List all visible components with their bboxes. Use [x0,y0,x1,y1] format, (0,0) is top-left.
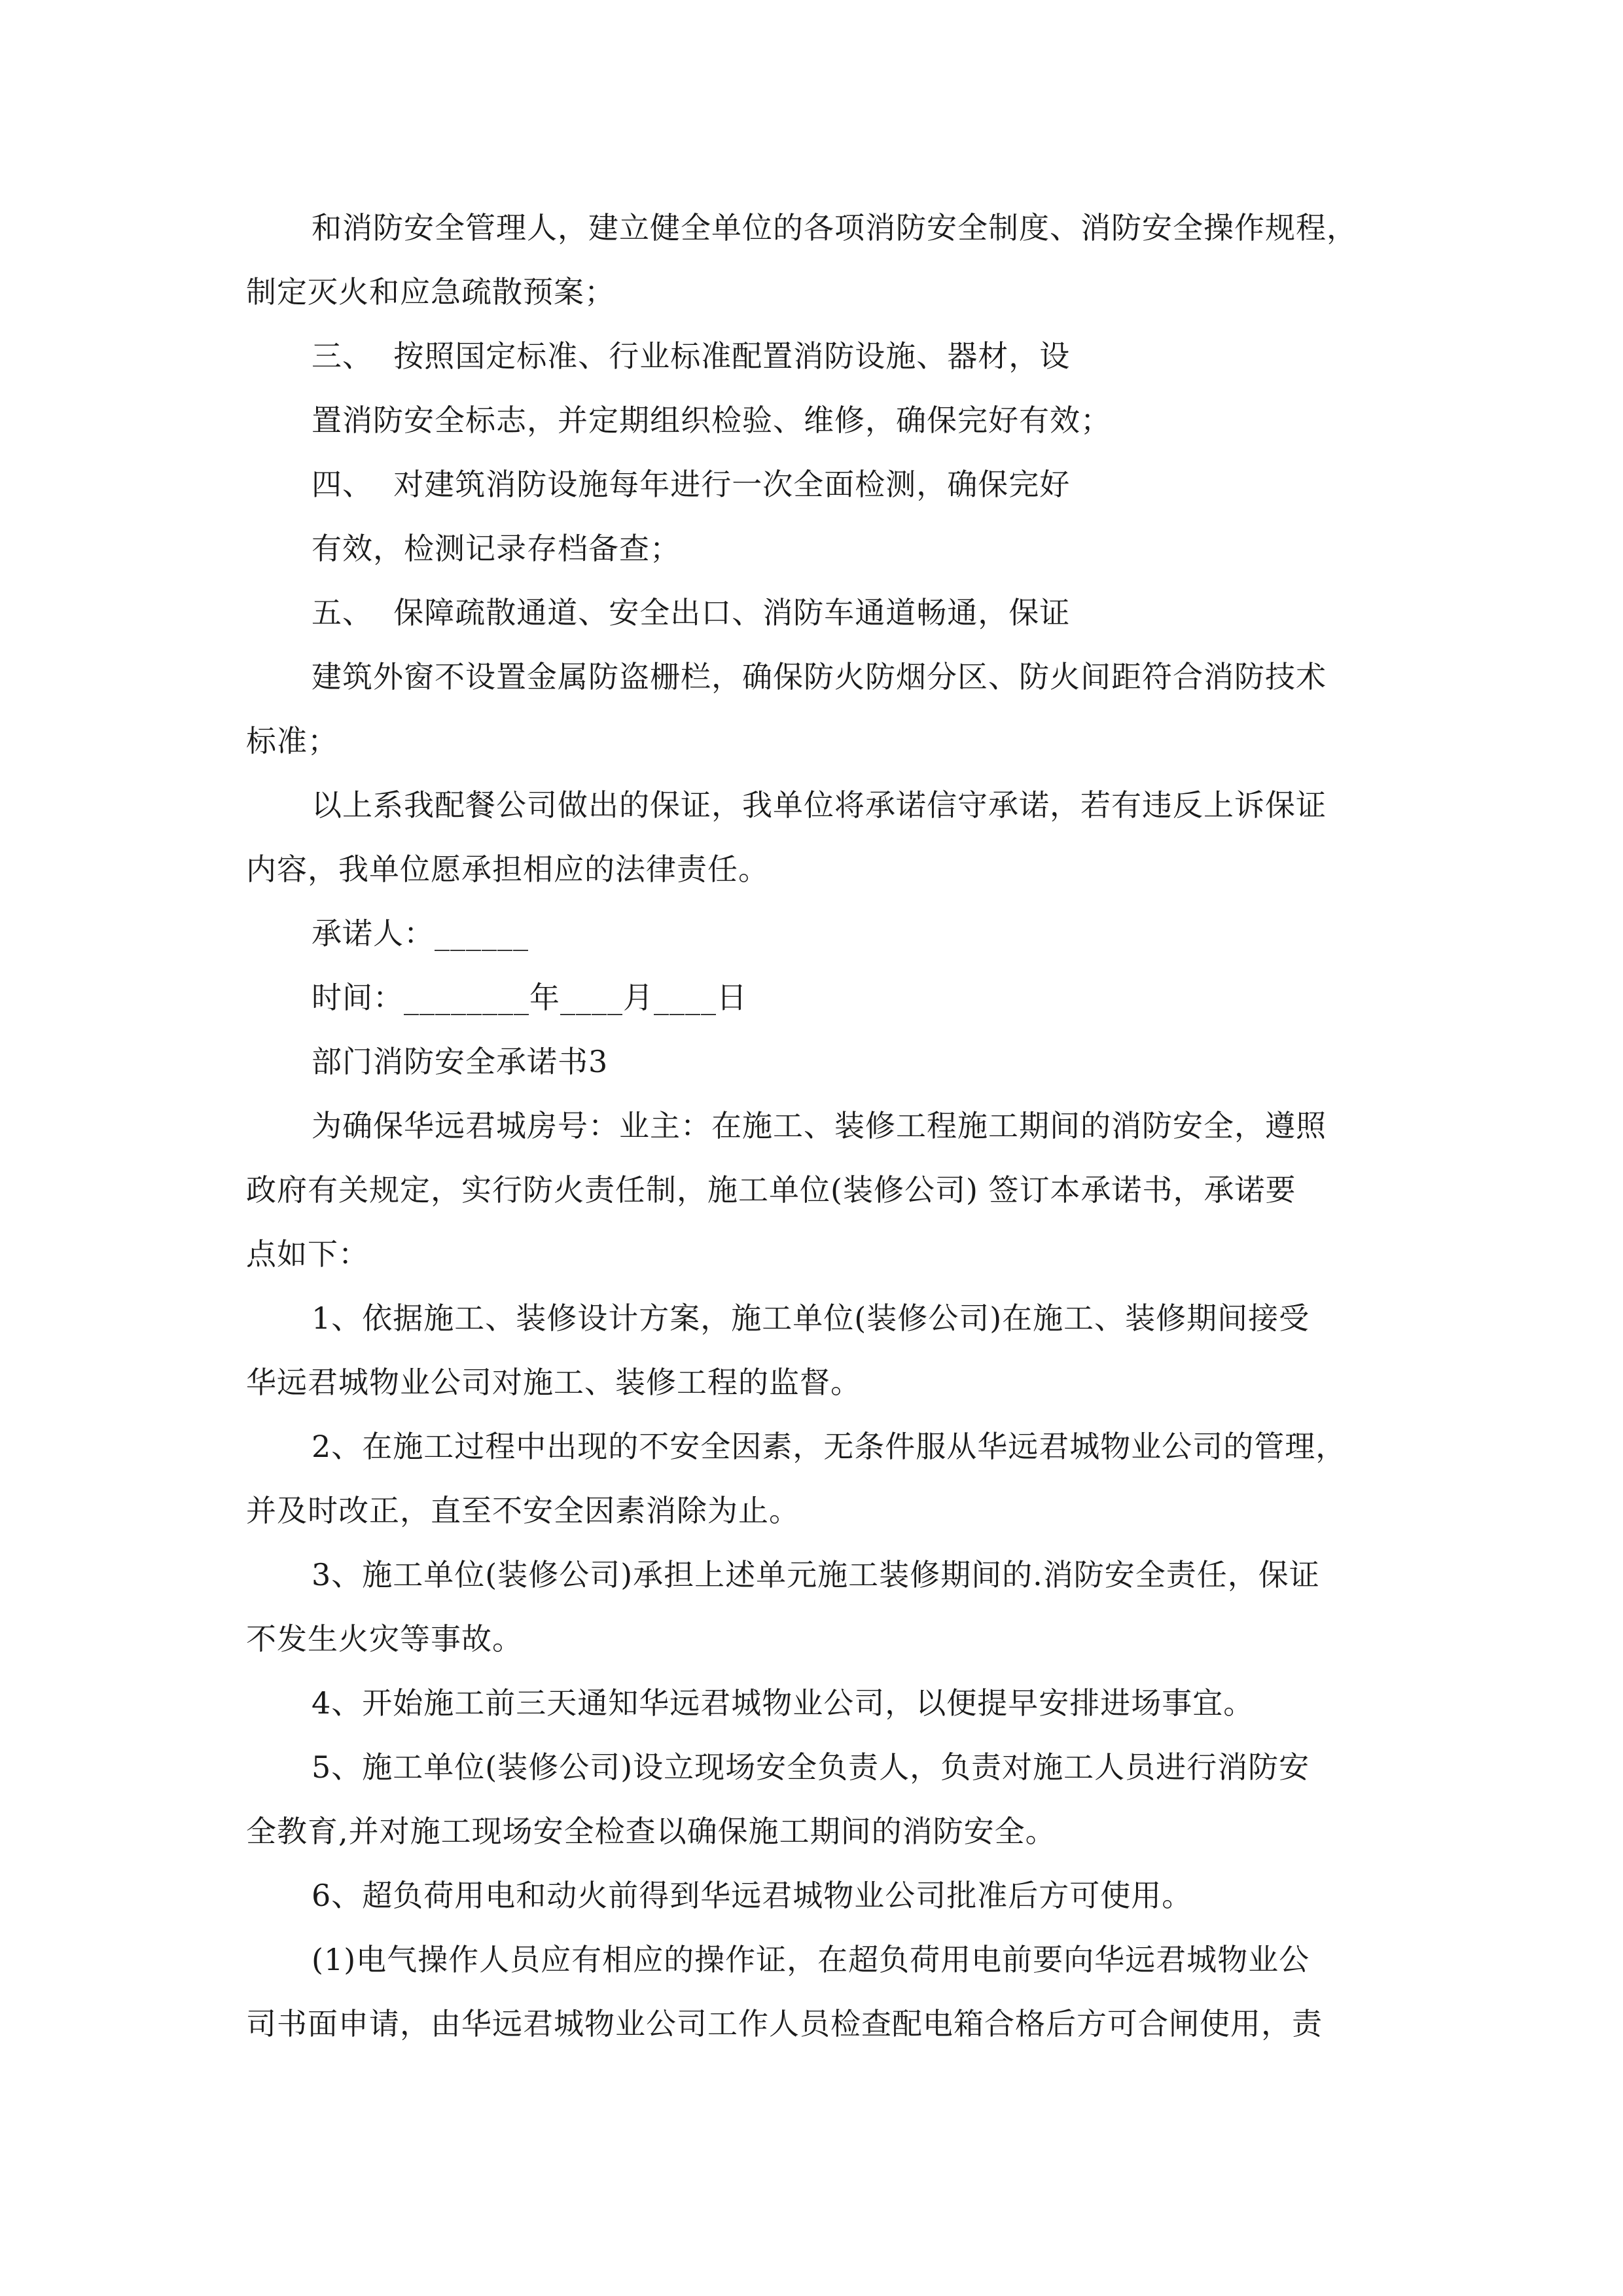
text-line: 2、在施工过程中出现的不安全因素，无条件服从华远君城物业公司的管理， [312,1429,1347,1464]
text-line: 3、施工单位(装修公司)承担上述单元施工装修期间的.消防安全责任，保证 [312,1557,1320,1592]
section-heading: 部门消防安全承诺书3 [312,1044,609,1079]
text-line: 全教育,并对施工现场安全检查以确保施工期间的消防安全。 [246,1814,1056,1849]
text-line: 不发生火灾等事故。 [246,1621,523,1657]
text-line: 4、开始施工前三天通知华远君城物业公司，以便提早安排进场事宜。 [312,1685,1255,1721]
text-line: 6、超负荷用电和动火前得到华远君城物业公司批准后方可使用。 [312,1878,1193,1913]
text-line: 华远君城物业公司对施工、装修工程的监督。 [246,1365,861,1400]
text-line: 5、施工单位(装修公司)设立现场安全负责人，负责对施工人员进行消防安 [312,1749,1310,1785]
text-line: 三、 按照国定标准、行业标准配置消防设施、器材，设 [312,338,1071,374]
text-line: 置消防安全标志，并定期组织检验、维修，确保完好有效； [312,403,1111,438]
text-line: (1)电气操作人员应有相应的操作证，在超负荷用电前要向华远君城物业公 [312,1942,1310,1977]
text-line: 政府有关规定，实行防火责任制，施工单位(装修公司) 签订本承诺书，承诺要 [246,1172,1296,1208]
text-line: 四、 对建筑消防设施每年进行一次全面检测，确保完好 [312,467,1071,502]
text-line: 内容，我单位愿承担相应的法律责任。 [246,852,769,887]
text-line: 有效，检测记录存档备查； [312,531,681,566]
text-line: 制定灭火和应急疏散预案； [246,274,615,310]
text-line: 五、 保障疏散通道、安全出口、消防车通道畅通，保证 [312,595,1071,630]
text-line: 并及时改正，直至不安全因素消除为止。 [246,1493,800,1528]
signer-line: 承诺人：______ [312,916,529,951]
text-line: 为确保华远君城房号：业主：在施工、装修工程施工期间的消防安全，遵照 [312,1108,1327,1143]
text-line: 司书面申请，由华远君城物业公司工作人员检查配电箱合格后方可合闸使用，责 [246,2006,1323,2041]
text-line: 标准； [246,723,338,759]
text-line: 点如下： [246,1236,369,1272]
text-line: 1、依据施工、装修设计方案，施工单位(装修公司)在施工、装修期间接受 [312,1300,1310,1336]
text-line: 建筑外窗不设置金属防盗栅栏，确保防火防烟分区、防火间距符合消防技术 [312,659,1327,694]
date-line: 时间：________年____月____日 [312,980,747,1015]
text-line: 以上系我配餐公司做出的保证，我单位将承诺信守承诺，若有违反上诉保证 [312,787,1327,823]
text-line: 和消防安全管理人，建立健全单位的各项消防安全制度、消防安全操作规程， [312,210,1357,245]
